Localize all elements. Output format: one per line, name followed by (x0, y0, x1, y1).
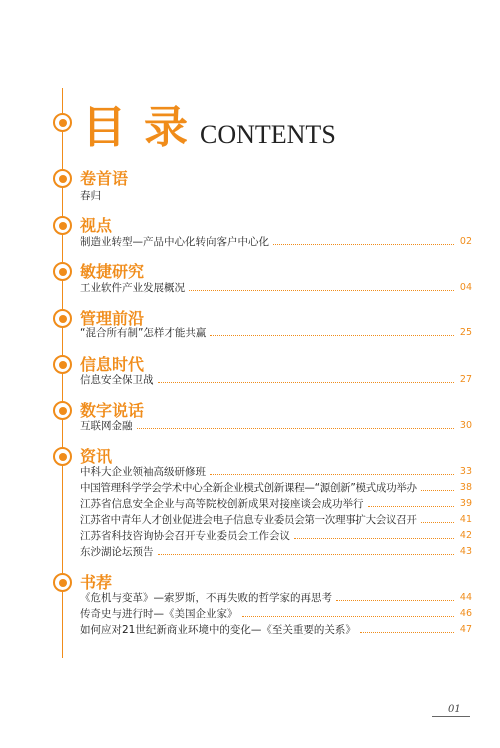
toc-entry-text: “混合所有制”怎样才能共赢 (80, 327, 207, 339)
circle-bullet-icon (53, 401, 72, 420)
toc-entry-page: 42 (459, 530, 472, 541)
circle-bullet-icon (53, 355, 72, 374)
dotted-leader (273, 244, 454, 245)
toc-entry[interactable] (80, 325, 472, 341)
circle-bullet-icon (53, 309, 72, 328)
toc-entry[interactable] (80, 464, 472, 480)
circle-bullet-icon (53, 262, 72, 281)
page-number: 01 (448, 704, 461, 715)
section-title: 视点 (80, 216, 113, 235)
dotted-leader (421, 522, 454, 523)
toc-entry-page: 39 (459, 498, 472, 509)
toc-entry-text: 传奇史与进行时—《美国企业家》 (80, 608, 238, 620)
toc-entry-text: 制造业转型—产品中心化转向客户中心化 (80, 236, 269, 248)
section-title: 敏捷研究 (80, 262, 145, 281)
dotted-leader (242, 616, 455, 617)
toc-entry-text: 江苏省科技咨询协会召开专业委员会工作会议 (80, 530, 290, 542)
toc-entry[interactable] (80, 280, 472, 296)
toc-entry-text: 《危机与变革》—索罗斯，不再失败的哲学家的再思考 (80, 592, 332, 604)
dotted-leader (368, 506, 455, 507)
dotted-leader (294, 538, 454, 539)
toc-entry-text: 工业软件产业发展概况 (80, 282, 185, 294)
toc-entry[interactable] (80, 590, 472, 606)
dotted-leader (189, 290, 454, 291)
toc-entry[interactable] (80, 372, 472, 388)
dotted-leader (137, 428, 455, 429)
toc-entry-text: 互联网金融 (80, 420, 133, 432)
toc-entry-page: 02 (459, 236, 472, 247)
section-title: 书荐 (80, 573, 113, 592)
toc-entry[interactable] (80, 544, 472, 560)
toc-entry-text: 东沙湖论坛预告 (80, 546, 154, 558)
toc-entry[interactable] (80, 188, 472, 204)
dotted-leader (210, 335, 454, 336)
dotted-leader (210, 474, 454, 475)
toc-entry-page: 04 (459, 282, 472, 293)
dotted-leader (421, 490, 454, 491)
dotted-leader (158, 382, 455, 383)
toc-entry[interactable] (80, 622, 472, 638)
toc-entry-text: 江苏省信息安全企业与高等院校创新成果对接座谈会成功举行 (80, 498, 364, 510)
toc-entry-page: 43 (459, 546, 472, 557)
title-zh: 目录 (82, 102, 206, 153)
section-title: 卷首语 (80, 169, 129, 188)
page-number-rule (432, 716, 470, 717)
toc-entry[interactable] (80, 496, 472, 512)
toc-entry-page: 44 (459, 592, 472, 603)
toc-entry[interactable] (80, 418, 472, 434)
toc-entry-text: 信息安全保卫战 (80, 374, 154, 386)
toc-entry-page: 46 (459, 608, 472, 619)
toc-entry[interactable] (80, 528, 472, 544)
toc-entry-page: 33 (459, 466, 472, 477)
toc-entry[interactable] (80, 606, 472, 622)
toc-entry-page: 25 (459, 327, 472, 338)
toc-entry-text: 中国管理科学学会学术中心全新企业模式创新课程—“源创新”模式成功举办 (80, 482, 417, 494)
dotted-leader (360, 632, 454, 633)
toc-entry[interactable] (80, 234, 472, 250)
page-title (82, 90, 336, 153)
circle-bullet-icon (53, 113, 72, 132)
dotted-leader (158, 554, 455, 555)
section-title: 数字说话 (80, 401, 145, 420)
circle-bullet-icon (53, 169, 72, 188)
toc-entry-text: 中科大企业领袖高级研修班 (80, 466, 206, 478)
section-title: 信息时代 (80, 355, 145, 374)
section-title: 资讯 (80, 447, 113, 466)
title-en: CONTENTS (200, 120, 336, 149)
toc-entry-page: 30 (459, 420, 472, 431)
section-title: 管理前沿 (80, 309, 145, 328)
toc-entry-page: 38 (459, 482, 472, 493)
toc-entry-page: 27 (459, 374, 472, 385)
circle-bullet-icon (53, 447, 72, 466)
toc-entry-page: 47 (459, 624, 472, 635)
toc-entry[interactable] (80, 480, 472, 496)
toc-entry-text: 江苏省中青年人才创业促进会电子信息专业委员会第一次理事扩大会议召开 (80, 514, 417, 526)
toc-entry-text: 春归 (80, 190, 101, 202)
circle-bullet-icon (53, 573, 72, 592)
toc-entry-page: 41 (459, 514, 472, 525)
toc-entry[interactable] (80, 512, 472, 528)
dotted-leader (336, 600, 454, 601)
toc-entry-text: 如何应对21世纪新商业环境中的变化—《至关重要的关系》 (80, 624, 356, 636)
circle-bullet-icon (53, 216, 72, 235)
